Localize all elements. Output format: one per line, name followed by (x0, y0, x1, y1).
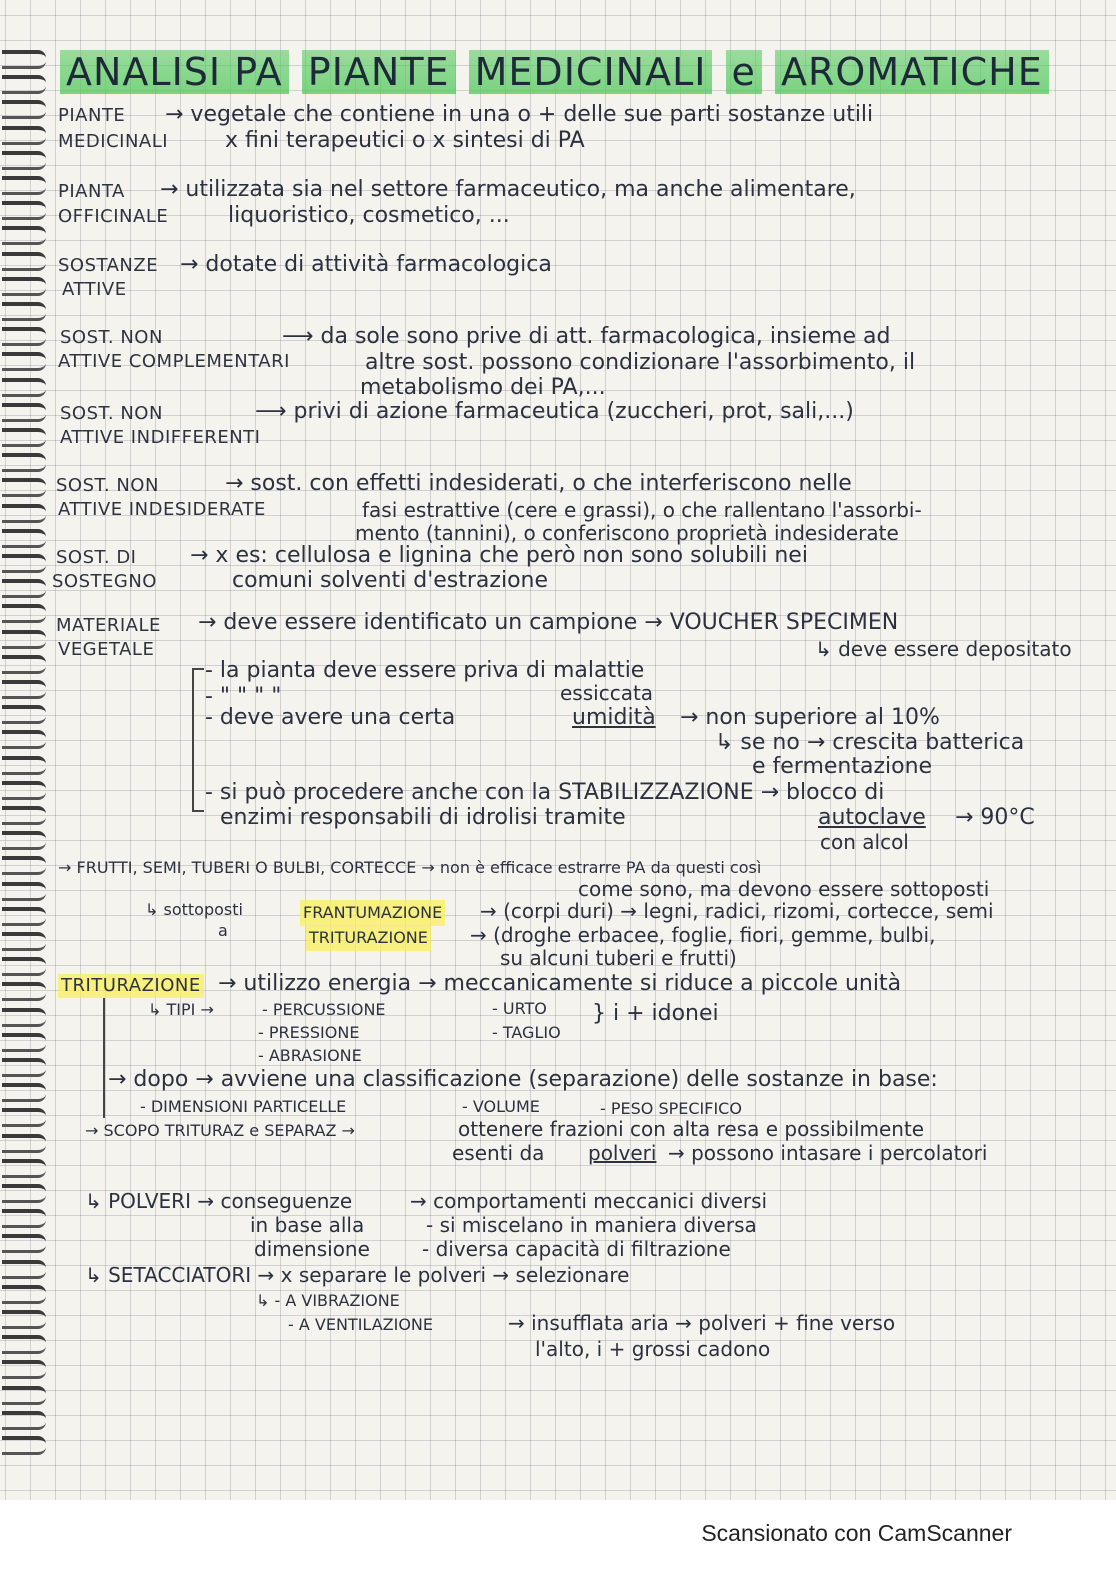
spiral-ring (2, 176, 46, 195)
spiral-ring (2, 604, 46, 623)
spiral-ring (2, 856, 46, 875)
polveri-c1: → comportamenti meccanici diversi (410, 1189, 768, 1213)
triturazione-line-1: → utilizzo energia → meccanicamente si riduce a piccole unità (218, 971, 902, 996)
dopo-peso: - PESO SPECIFICO (600, 1099, 742, 1118)
spiral-ring (2, 1184, 46, 1203)
title-part-4: e (726, 50, 762, 94)
spiral-ring (2, 504, 46, 523)
spiral-ring (2, 680, 46, 699)
setacciatori-line: ↳ SETACCIATORI → x separare le polveri → selezionare (85, 1263, 630, 1287)
polveri-sub-2: dimensione (254, 1237, 370, 1261)
spiral-ring (2, 932, 46, 951)
term-attive-indesiderate: ATTIVE INDESIDERATE (58, 499, 266, 520)
tipo-abrasione: - ABRASIONE (258, 1046, 362, 1065)
spiral-ring (2, 957, 46, 976)
spiral-ring (2, 705, 46, 724)
polveri-head: ↳ POLVERI → conseguenze (85, 1189, 353, 1213)
materiale-bullet-4e: con alcol (820, 830, 909, 854)
spiral-ring (2, 453, 46, 472)
scopo-text-2c: → possono intasare i percolatori (668, 1141, 988, 1165)
spiral-ring (2, 554, 46, 573)
term-attive-complementari: ATTIVE COMPLEMENTARI (58, 351, 290, 372)
spiral-ring (2, 478, 46, 497)
spiral-ring (2, 151, 46, 170)
spiral-ring (2, 907, 46, 926)
spiral-ring (2, 1058, 46, 1077)
tipo-taglio: - TAGLIO (492, 1023, 561, 1042)
polveri-c2: - si miscelano in maniera diversa (426, 1213, 757, 1237)
spiral-ring (2, 1108, 46, 1127)
scanner-watermark: Scansionato con CamScanner (701, 1520, 1012, 1546)
spiral-ring (2, 1008, 46, 1027)
complementari-line-2: altre sost. possono condizionare l'assorbimento, il (365, 350, 916, 375)
term-sostanze: SOSTANZE (58, 255, 159, 276)
frutti-line-1: → FRUTTI, SEMI, TUBERI O BULBI, CORTECCE → non è efficace estrarre PA da questi così (58, 858, 762, 877)
spiral-ring (2, 100, 46, 119)
spiral-ring (2, 1234, 46, 1253)
spiral-ring (2, 1360, 46, 1379)
ventilazione-text: → insufflata aria → polveri + fine verso (508, 1311, 896, 1335)
officinale-line-2: liquoristico, cosmetico, ... (228, 203, 510, 228)
complementari-line-1: ⟶ da sole sono prive di att. farmacologica, insieme ad (282, 324, 891, 349)
spiral-ring (2, 730, 46, 749)
polveri-c3: - diversa capacità di filtrazione (422, 1237, 731, 1261)
spiral-ring (2, 378, 46, 397)
complementari-line-3: metabolismo dei PA,... (360, 375, 606, 400)
tipi-label: ↳ TIPI → (148, 1000, 214, 1019)
materiale-bullet-4a: - si può procedere anche con la STABILIZZAZIONE → blocco di (205, 780, 885, 805)
spiral-ring (2, 277, 46, 296)
spiral-ring (2, 1436, 46, 1455)
indifferenti-line-1: ⟶ privi di azione farmaceutica (zuccheri, prot, sali,...) (255, 399, 854, 424)
term-sostegno: SOSTEGNO (52, 571, 157, 592)
frutti-line-2: come sono, ma devono essere sottoposti (578, 877, 990, 901)
spiral-ring (2, 1386, 46, 1405)
spiral-ring (2, 831, 46, 850)
spiral-ring (2, 1285, 46, 1304)
spiral-ring (2, 75, 46, 94)
triturazione-text-2: su alcuni tuberi e frutti) (500, 946, 737, 970)
materiale-bullet-4d: → 90°C (955, 805, 1035, 830)
spiral-ring (2, 302, 46, 321)
title-part-3: MEDICINALI (469, 50, 713, 94)
term-materiale: MATERIALE (56, 615, 161, 636)
term-officinale: OFFICINALE (58, 206, 169, 227)
triturazione-text-1: → (droghe erbacee, foglie, fiori, gemme, bulbi, (470, 923, 936, 947)
setacciatori-ventilazione: - A VENTILAZIONE (288, 1315, 433, 1334)
ventilazione-text-2: l'alto, i + grossi cadono (535, 1337, 771, 1361)
title-part-1: ANALISI PA (60, 50, 289, 94)
spiral-ring (2, 655, 46, 674)
materiale-bullet-2-ditto: - " " " " (205, 684, 282, 709)
materiale-bullet-3d: ↳ se no → crescita batterica (715, 730, 1025, 755)
sostegno-line-1: → x es: cellulosa e lignina che però non sono solubili nei (190, 543, 808, 568)
spiral-ring (2, 50, 46, 69)
frutti-line-3a: ↳ sottoposti (145, 900, 243, 919)
spiral-ring (2, 201, 46, 220)
spiral-ring (2, 806, 46, 825)
term-sost-non-1: SOST. NON (60, 327, 163, 348)
dopo-line: → dopo → avviene una classificazione (separazione) delle sostanze in base: (108, 1067, 938, 1092)
polveri-sub-1: in base alla (250, 1213, 365, 1237)
indesiderate-line-3: mento (tannini), o conferiscono proprietà indesiderate (355, 521, 899, 545)
materiale-bullet-3c: → non superiore al 10% (680, 705, 940, 730)
triturazione-label-1: TRITURAZIONE (306, 925, 431, 951)
spiral-ring (2, 1310, 46, 1329)
spiral-ring (2, 226, 46, 245)
spiral-ring (2, 579, 46, 598)
materiale-bullet-3e: e fermentazione (752, 754, 933, 779)
materiale-bullet-4b: enzimi responsabili di idrolisi tramite (220, 805, 626, 830)
spiral-ring (2, 756, 46, 775)
officinale-line-1: → utilizzata sia nel settore farmaceutico, ma anche alimentare, (160, 177, 856, 202)
spiral-ring (2, 252, 46, 271)
title-part-2: PIANTE (302, 50, 456, 94)
spiral-ring (2, 1260, 46, 1279)
term-sost-non-3: SOST. NON (56, 475, 159, 496)
sostegno-line-2: comuni solventi d'estrazione (232, 568, 549, 593)
frantumazione-text: → (corpi duri) → legni, radici, rizomi, cortecce, semi (480, 899, 994, 923)
term-sost-non-2: SOST. NON (60, 403, 163, 424)
scopo-text: ottenere frazioni con alta resa e possibilmente (458, 1117, 925, 1141)
spiral-ring (2, 781, 46, 800)
spiral-ring (2, 882, 46, 901)
scopo-label: → SCOPO TRITURAZ e SEPARAZ → (85, 1121, 355, 1140)
spiral-ring (2, 1033, 46, 1052)
spiral-ring (2, 1083, 46, 1102)
tipi-idonei: } i + idonei (592, 1001, 719, 1026)
dopo-volume: - VOLUME (462, 1097, 540, 1116)
spiral-ring (2, 1209, 46, 1228)
spiral-ring (2, 1134, 46, 1153)
materiale-line-2: ↳ deve essere depositato (815, 637, 1072, 661)
page-title (60, 50, 1050, 102)
spiral-ring (2, 428, 46, 447)
term-triturazione: TRITURAZIONE (58, 974, 204, 998)
term-piante: PIANTE (58, 105, 126, 126)
materiale-bullet-2: essiccata (560, 681, 654, 705)
term-sost-di: SOST. DI (56, 547, 137, 568)
spiral-ring (2, 529, 46, 548)
term-pianta: PIANTA (58, 181, 125, 202)
indesiderate-line-2: fasi estrattive (cere e grassi), o che rallentano l'assorbi- (362, 498, 922, 522)
spiral-ring (2, 982, 46, 1001)
piante-line-2: x fini terapeutici o x sintesi di PA (225, 128, 585, 153)
materiale-bullet-3b: umidità (572, 705, 656, 730)
scopo-text-2a: esenti da (452, 1141, 545, 1165)
frantumazione-label: FRANTUMAZIONE (300, 900, 445, 926)
tipo-urto: - URTO (492, 999, 547, 1018)
dopo-dimensioni: - DIMENSIONI PARTICELLE (140, 1097, 347, 1116)
term-medicinali: MEDICINALI (58, 131, 169, 152)
sostanze-line-1: → dotate di attività farmacologica (180, 252, 552, 277)
spiral-ring (2, 1411, 46, 1430)
materiale-bullet-4c: autoclave (818, 805, 926, 830)
materiale-bracket (192, 668, 204, 812)
spiral-ring (2, 403, 46, 422)
title-part-5: AROMATICHE (775, 50, 1049, 94)
materiale-bullet-1: - la pianta deve essere priva di malattie (205, 658, 645, 683)
tipo-percussione: - PERCUSSIONE (262, 1000, 386, 1019)
materiale-line-1: → deve essere identificato un campione → VOUCHER SPECIMEN (198, 610, 899, 635)
piante-line-1: → vegetale che contiene in una o + delle sue parti sostanze utili (165, 102, 874, 127)
frutti-line-3b: a (218, 921, 228, 940)
term-vegetale: VEGETALE (58, 639, 155, 660)
indesiderate-line-1: → sost. con effetti indesiderati, o che interferiscono nelle (225, 471, 852, 496)
triturazione-connector (103, 998, 105, 1118)
spiral-ring (2, 352, 46, 371)
spiral-ring (2, 327, 46, 346)
spiral-ring (2, 126, 46, 145)
spiral-binding (0, 50, 50, 1470)
term-attive-indifferenti: ATTIVE INDIFFERENTI (60, 427, 261, 448)
setacciatori-vibrazione: ↳ - A VIBRAZIONE (256, 1291, 400, 1310)
spiral-ring (2, 1335, 46, 1354)
spiral-ring (2, 630, 46, 649)
spiral-ring (2, 1159, 46, 1178)
term-attive: ATTIVE (62, 279, 127, 300)
tipo-pressione: - PRESSIONE (258, 1023, 360, 1042)
materiale-bullet-3a: - deve avere una certa (205, 705, 456, 730)
scopo-text-2b: polveri (588, 1141, 657, 1165)
